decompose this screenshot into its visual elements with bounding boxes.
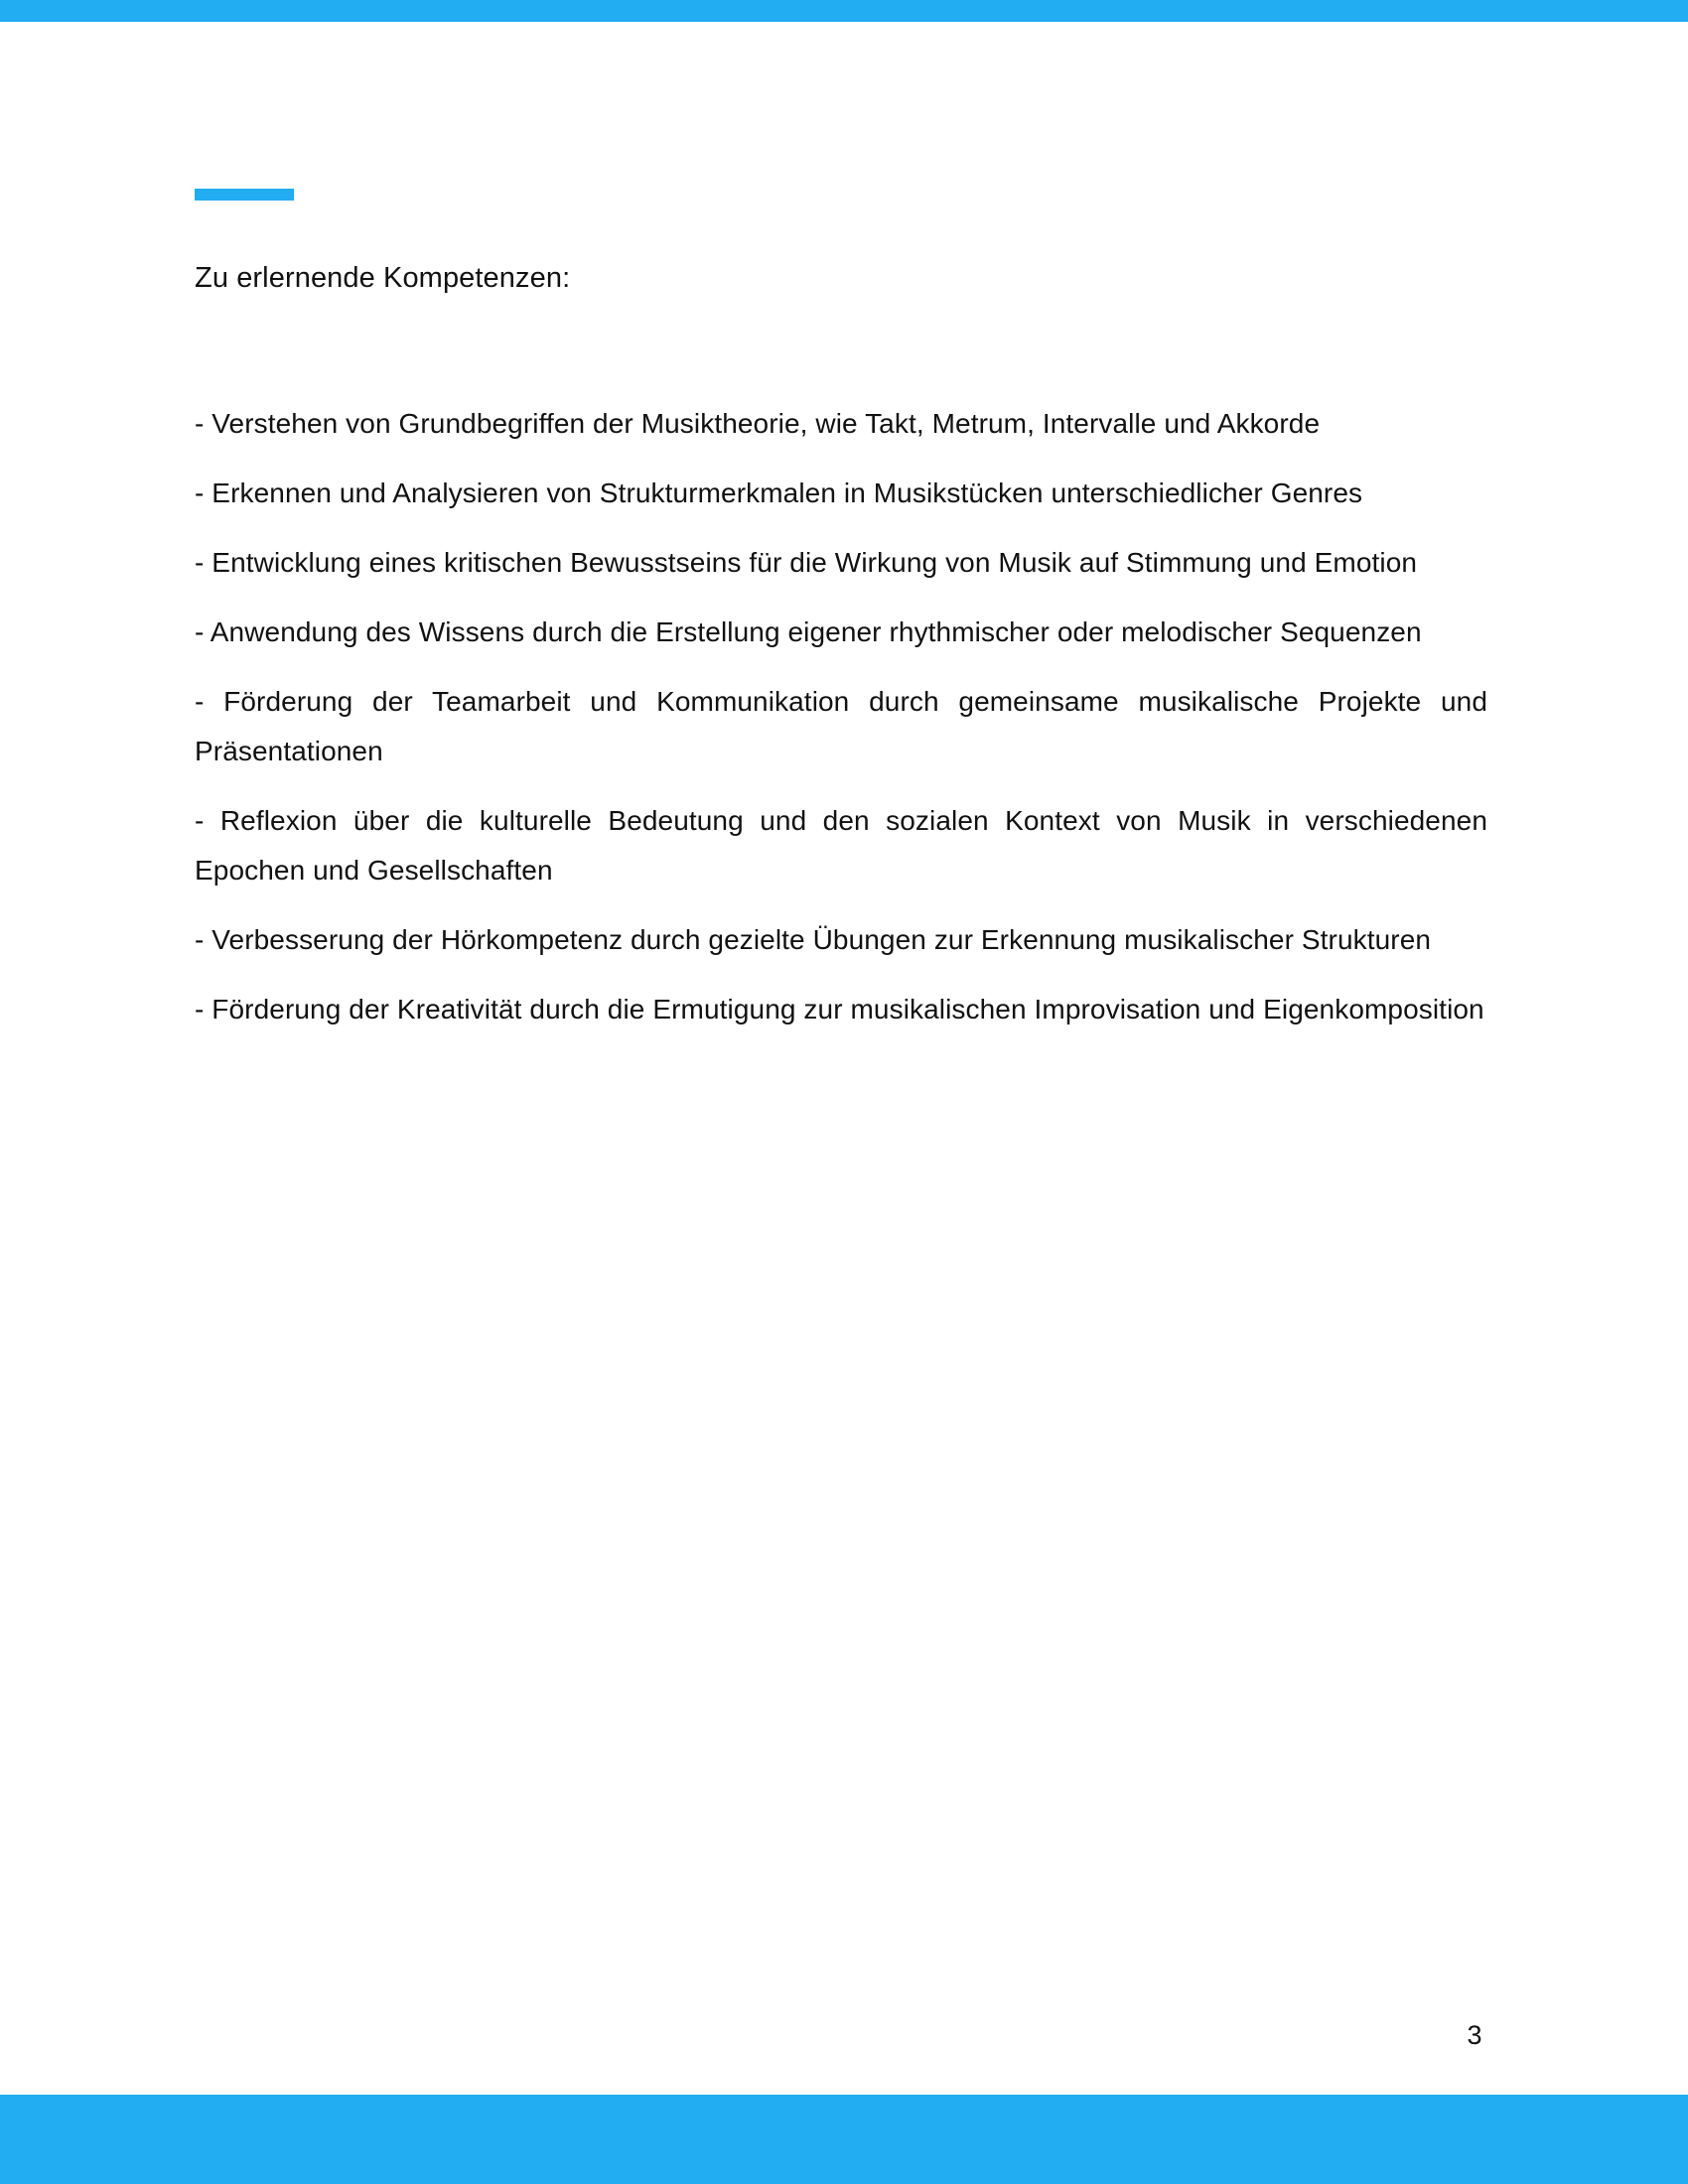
page-number: 3 [1467,2020,1482,2050]
bottom-accent-bar [0,2095,1688,2184]
list-item: - Erkennen und Analysieren von Strukturmerkmalen in Musikstücken unterschiedlicher Genres [195,478,1363,508]
list-item: - Reflexion über die kulturelle Bedeutung und den sozialen Kontext von Musik in verschiedenen Epochen und Gesellschaften [195,805,1487,886]
list-item: - Anwendung des Wissens durch die Erstellung eigener rhythmischer oder melodischer Sequenzen [195,616,1422,647]
list-item: - Verbesserung der Hörkompetenz durch gezielte Übungen zur Erkennung musikalischer Strukturen [195,924,1432,955]
list-item: - Verstehen von Grundbegriffen der Musiktheorie, wie Takt, Metrum, Intervalle und Akkorde [195,408,1321,439]
list-item: - Entwicklung eines kritischen Bewusstseins für die Wirkung von Musik auf Stimmung und Emotion [195,547,1418,578]
list-item: - Förderung der Teamarbeit und Kommunikation durch gemeinsame musikalische Projekte und Präsentationen [195,686,1487,766]
top-accent-bar [0,0,1688,22]
competencies-list [195,399,1487,1034]
section-title: Zu erlernende Kompetenzen: [195,262,571,294]
heading-accent-mark [195,189,294,201]
list-item: - Förderung der Kreativität durch die Ermutigung zur musikalischen Improvisation und Eigenkomposition [195,994,1484,1024]
